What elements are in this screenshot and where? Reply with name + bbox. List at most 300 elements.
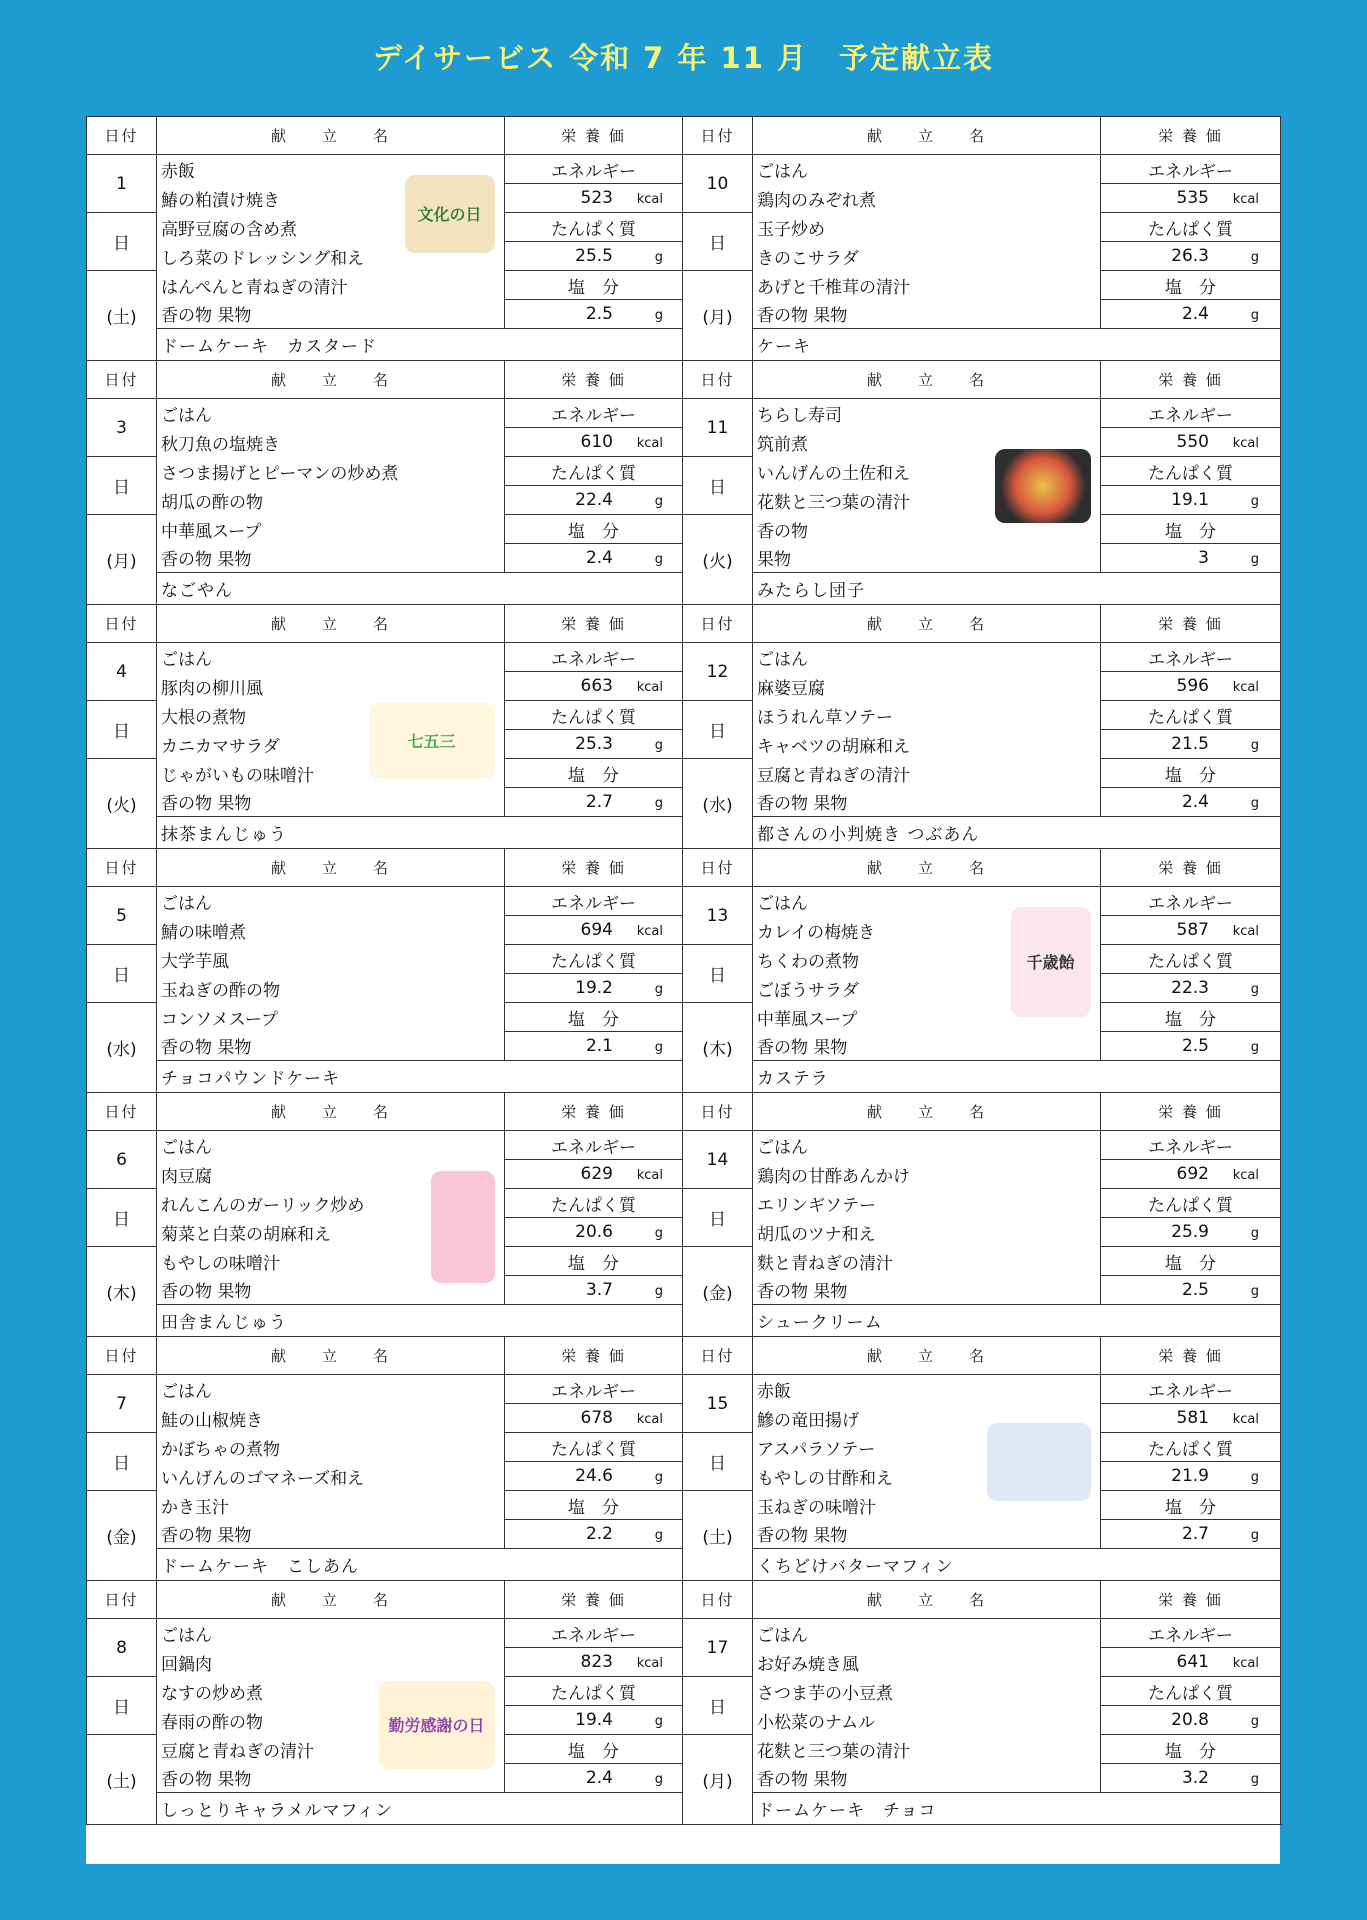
nutrition-value-protein <box>1101 730 1281 759</box>
protein-unit: g <box>1250 982 1259 997</box>
nutrition-value-protein <box>1101 486 1281 515</box>
dish-item: ちくわの煮物 <box>753 945 1101 974</box>
protein-unit: g <box>654 1226 663 1241</box>
dish-item: もやしの味噌汁 <box>157 1247 505 1276</box>
nutrition-value-energy <box>505 1160 683 1189</box>
dish-item: 香の物 果物 <box>753 1276 1101 1305</box>
header-menu: 献 立 名 <box>753 361 1101 399</box>
nutrition-label-protein: たんぱく質 <box>1101 1677 1281 1706</box>
date-number: 11 <box>683 399 753 457</box>
dish-item: しろ菜のドレッシング和え <box>157 242 505 271</box>
dish-item: 大根の煮物 <box>157 701 505 730</box>
dish-item: 香の物 果物 <box>157 1764 505 1793</box>
nutrition-value-protein <box>505 242 683 271</box>
dish-item: 春雨の酢の物 <box>157 1706 505 1735</box>
header-menu: 献 立 名 <box>753 1581 1101 1619</box>
header-nutrition: 栄 養 価 <box>505 849 683 887</box>
salt-unit: g <box>654 308 663 323</box>
nutrition-value-protein <box>505 1706 683 1735</box>
menu-row <box>87 1375 1281 1404</box>
protein-value: 22.4 <box>575 490 613 510</box>
table-header-row <box>87 117 1281 155</box>
salt-value: 2.4 <box>1181 792 1209 812</box>
dessert-item: ドームケーキ カスタード <box>157 329 753 361</box>
salt-value: 2.5 <box>1181 1036 1209 1056</box>
dish-item: ごはん <box>753 1619 1101 1648</box>
dish-item: ちらし寿司 <box>753 399 1101 428</box>
date-weekday: (土) <box>87 271 157 361</box>
nutrition-label-salt: 塩 分 <box>505 1491 683 1520</box>
date-weekday: (土) <box>87 1735 157 1825</box>
dessert-row <box>87 329 1281 361</box>
nutrition-label-salt: 塩 分 <box>1101 515 1281 544</box>
menu-row <box>87 887 1281 916</box>
dessert-item: 田舎まんじゅう <box>157 1305 753 1337</box>
header-nutrition: 栄 養 価 <box>1101 849 1281 887</box>
menu-row <box>87 643 1281 672</box>
energy-value: 581 <box>1176 1408 1209 1428</box>
dessert-item: なごやん <box>157 573 753 605</box>
header-nutrition: 栄 養 価 <box>505 1093 683 1131</box>
menu-row <box>87 759 1281 788</box>
date-number: 8 <box>87 1619 157 1677</box>
energy-value: 596 <box>1176 676 1209 696</box>
nutrition-label-protein: たんぱく質 <box>505 1433 683 1462</box>
menu-sheet <box>86 116 1280 1864</box>
protein-unit: g <box>1250 1226 1259 1241</box>
header-menu: 献 立 名 <box>753 849 1101 887</box>
dessert-item: くちどけバターマフィン <box>753 1549 1281 1581</box>
header-nutrition: 栄 養 価 <box>1101 1581 1281 1619</box>
dish-item: 香の物 果物 <box>753 300 1101 329</box>
nutrition-value-salt <box>1101 1276 1281 1305</box>
header-date: 日付 <box>683 117 753 155</box>
menu-row <box>87 1491 1281 1520</box>
dish-item: 肉豆腐 <box>157 1160 505 1189</box>
dish-item: カレイの梅焼き <box>753 916 1101 945</box>
table-header-row <box>87 1581 1281 1619</box>
nutrition-value-energy <box>505 184 683 213</box>
dish-item: 麻婆豆腐 <box>753 672 1101 701</box>
dessert-item: しっとりキャラメルマフィン <box>157 1793 753 1825</box>
salt-unit: g <box>1250 1284 1259 1299</box>
nutrition-value-energy <box>1101 916 1281 945</box>
menu-row <box>87 213 1281 242</box>
dish-item: お好み焼き風 <box>753 1648 1101 1677</box>
dessert-item: チョコパウンドケーキ <box>157 1061 753 1093</box>
dish-item: もやしの甘酢和え <box>753 1462 1101 1491</box>
dish-item: 小松菜のナムル <box>753 1706 1101 1735</box>
nutrition-value-salt <box>1101 1520 1281 1549</box>
header-menu: 献 立 名 <box>157 1337 505 1375</box>
dish-item: 香の物 <box>753 515 1101 544</box>
nutrition-label-salt: 塩 分 <box>505 1247 683 1276</box>
salt-unit: g <box>1250 1528 1259 1543</box>
salt-value: 3.2 <box>1181 1768 1209 1788</box>
header-date: 日付 <box>87 605 157 643</box>
protein-unit: g <box>654 494 663 509</box>
dessert-row <box>87 1549 1281 1581</box>
nutrition-value-protein <box>505 1462 683 1491</box>
date-weekday: (月) <box>683 1735 753 1825</box>
nutrition-label-energy: エネルギー <box>505 1131 683 1160</box>
protein-value: 20.8 <box>1171 1710 1209 1730</box>
nutrition-value-salt <box>505 300 683 329</box>
dish-item: ごはん <box>753 887 1101 916</box>
illustration-label: 勤労感謝の日 <box>388 1716 485 1735</box>
dish-item: 香の物 果物 <box>157 1520 505 1549</box>
nutrition-value-salt <box>1101 788 1281 817</box>
energy-unit: kcal <box>1232 1412 1259 1427</box>
header-menu: 献 立 名 <box>157 849 505 887</box>
menu-row <box>87 271 1281 300</box>
header-nutrition: 栄 養 価 <box>1101 1093 1281 1131</box>
header-menu: 献 立 名 <box>157 605 505 643</box>
header-nutrition: 栄 養 価 <box>505 605 683 643</box>
date-number: 6 <box>87 1131 157 1189</box>
date-day-kanji: 日 <box>87 213 157 271</box>
date-day-kanji: 日 <box>683 945 753 1003</box>
date-number: 1 <box>87 155 157 213</box>
energy-value: 629 <box>580 1164 613 1184</box>
header-date: 日付 <box>87 1093 157 1131</box>
nutrition-value-salt <box>1101 544 1281 573</box>
date-day-kanji: 日 <box>683 1433 753 1491</box>
menu-row <box>87 1619 1281 1648</box>
menu-row <box>87 1433 1281 1462</box>
date-number: 14 <box>683 1131 753 1189</box>
dish-item: 果物 <box>753 544 1101 573</box>
dish-item: 秋刀魚の塩焼き <box>157 428 505 457</box>
date-number: 13 <box>683 887 753 945</box>
dessert-row <box>87 1793 1281 1825</box>
menu-row <box>87 399 1281 428</box>
nutrition-label-salt: 塩 分 <box>505 1735 683 1764</box>
dessert-item: ドームケーキ チョコ <box>753 1793 1281 1825</box>
header-nutrition: 栄 養 価 <box>1101 1337 1281 1375</box>
date-weekday: (木) <box>683 1003 753 1093</box>
dish-item: じゃがいもの味噌汁 <box>157 759 505 788</box>
date-day-kanji: 日 <box>683 457 753 515</box>
menu-row <box>87 945 1281 974</box>
nutrition-label-energy: エネルギー <box>505 887 683 916</box>
dish-item: 回鍋肉 <box>157 1648 505 1677</box>
nutrition-label-protein: たんぱく質 <box>505 945 683 974</box>
nutrition-value-protein <box>1101 242 1281 271</box>
date-weekday: (土) <box>683 1491 753 1581</box>
dish-item: 香の物 果物 <box>753 788 1101 817</box>
salt-unit: g <box>654 1528 663 1543</box>
date-day-kanji: 日 <box>683 1189 753 1247</box>
dish-item: コンソメスープ <box>157 1003 505 1032</box>
nutrition-label-energy: エネルギー <box>1101 1619 1281 1648</box>
header-date: 日付 <box>683 361 753 399</box>
nutrition-label-salt: 塩 分 <box>1101 1003 1281 1032</box>
protein-value: 25.5 <box>575 246 613 266</box>
nutrition-value-protein <box>1101 1462 1281 1491</box>
menu-row <box>87 1735 1281 1764</box>
dish-item: 鶏肉の甘酢あんかけ <box>753 1160 1101 1189</box>
date-weekday: (金) <box>87 1491 157 1581</box>
nutrition-label-protein: たんぱく質 <box>1101 1189 1281 1218</box>
dish-item: なすの炒め煮 <box>157 1677 505 1706</box>
dish-item: きのこサラダ <box>753 242 1101 271</box>
nutrition-label-energy: エネルギー <box>1101 643 1281 672</box>
dish-item: エリンギソテー <box>753 1189 1101 1218</box>
header-date: 日付 <box>683 849 753 887</box>
nutrition-label-protein: たんぱく質 <box>1101 945 1281 974</box>
salt-value: 2.1 <box>585 1036 613 1056</box>
dish-item: 鯖の味噌煮 <box>157 916 505 945</box>
dish-item: ごぼうサラダ <box>753 974 1101 1003</box>
nutrition-value-salt <box>505 1520 683 1549</box>
date-weekday: (水) <box>87 1003 157 1093</box>
header-nutrition: 栄 養 価 <box>1101 361 1281 399</box>
nutrition-label-protein: たんぱく質 <box>505 213 683 242</box>
date-weekday: (火) <box>87 759 157 849</box>
date-number: 5 <box>87 887 157 945</box>
dish-item: 香の物 果物 <box>753 1520 1101 1549</box>
salt-value: 3.7 <box>585 1280 613 1300</box>
energy-value: 823 <box>580 1652 613 1672</box>
nutrition-label-salt: 塩 分 <box>505 759 683 788</box>
header-date: 日付 <box>87 849 157 887</box>
energy-unit: kcal <box>636 1168 663 1183</box>
protein-unit: g <box>1250 250 1259 265</box>
nutrition-value-energy <box>505 916 683 945</box>
protein-unit: g <box>1250 1470 1259 1485</box>
nutrition-value-protein <box>1101 974 1281 1003</box>
menu-row <box>87 155 1281 184</box>
salt-unit: g <box>1250 1772 1259 1787</box>
energy-value: 692 <box>1176 1164 1209 1184</box>
dish-item: れんこんのガーリック炒め <box>157 1189 505 1218</box>
dish-item: 麩と青ねぎの清汁 <box>753 1247 1101 1276</box>
dish-item: 鮭の山椒焼き <box>157 1404 505 1433</box>
nutrition-label-protein: たんぱく質 <box>505 1189 683 1218</box>
protein-value: 26.3 <box>1171 246 1209 266</box>
header-menu: 献 立 名 <box>753 117 1101 155</box>
dish-item: ごはん <box>157 1131 505 1160</box>
protein-unit: g <box>654 250 663 265</box>
nutrition-label-energy: エネルギー <box>1101 399 1281 428</box>
nutrition-label-energy: エネルギー <box>1101 887 1281 916</box>
dish-item: いんげんのゴマネーズ和え <box>157 1462 505 1491</box>
nutrition-label-salt: 塩 分 <box>505 515 683 544</box>
protein-unit: g <box>654 738 663 753</box>
salt-value: 2.4 <box>1181 304 1209 324</box>
date-number: 3 <box>87 399 157 457</box>
dish-item: ごはん <box>753 1131 1101 1160</box>
dish-item: 玉ねぎの酢の物 <box>157 974 505 1003</box>
nutrition-label-salt: 塩 分 <box>505 1003 683 1032</box>
table-header-row <box>87 1093 1281 1131</box>
header-date: 日付 <box>87 361 157 399</box>
nutrition-value-salt <box>1101 300 1281 329</box>
protein-value: 25.3 <box>575 734 613 754</box>
date-number: 12 <box>683 643 753 701</box>
dish-item: はんぺんと青ねぎの清汁 <box>157 271 505 300</box>
date-weekday: (月) <box>87 515 157 605</box>
nutrition-label-salt: 塩 分 <box>505 271 683 300</box>
date-day-kanji: 日 <box>87 945 157 1003</box>
nutrition-value-salt <box>505 544 683 573</box>
nutrition-label-energy: エネルギー <box>1101 1131 1281 1160</box>
nutrition-value-salt <box>505 788 683 817</box>
illustration-label: 千歳飴 <box>1026 953 1075 972</box>
salt-unit: g <box>654 1284 663 1299</box>
energy-unit: kcal <box>636 1412 663 1427</box>
energy-unit: kcal <box>636 192 663 207</box>
header-menu: 献 立 名 <box>157 1581 505 1619</box>
dish-item: 香の物 果物 <box>157 1032 505 1061</box>
dish-item: かぼちゃの煮物 <box>157 1433 505 1462</box>
dish-item: 玉子炒め <box>753 213 1101 242</box>
table-header-row <box>87 1337 1281 1375</box>
protein-unit: g <box>1250 1714 1259 1729</box>
dish-item: 大学芋風 <box>157 945 505 974</box>
dessert-item: みたらし団子 <box>753 573 1281 605</box>
header-menu: 献 立 名 <box>157 1093 505 1131</box>
header-date: 日付 <box>87 1337 157 1375</box>
date-day-kanji: 日 <box>87 701 157 759</box>
nutrition-value-energy <box>505 428 683 457</box>
illustration-label: 文化の日 <box>417 205 482 224</box>
energy-value: 641 <box>1176 1652 1209 1672</box>
header-date: 日付 <box>87 1581 157 1619</box>
energy-value: 523 <box>580 188 613 208</box>
protein-unit: g <box>654 1470 663 1485</box>
dish-item: 中華風スープ <box>157 515 505 544</box>
dish-item: 鰺の竜田揚げ <box>753 1404 1101 1433</box>
header-date: 日付 <box>683 1093 753 1131</box>
protein-value: 19.2 <box>575 978 613 998</box>
energy-value: 694 <box>580 920 613 940</box>
dish-item: 香の物 果物 <box>753 1764 1101 1793</box>
date-day-kanji: 日 <box>87 1677 157 1735</box>
dish-item: 豚肉の柳川風 <box>157 672 505 701</box>
dish-item: 筑前煮 <box>753 428 1101 457</box>
protein-value: 24.6 <box>575 1466 613 1486</box>
nutrition-value-energy <box>505 1404 683 1433</box>
dish-item: さつま芋の小豆煮 <box>753 1677 1101 1706</box>
nutrition-value-protein <box>1101 1706 1281 1735</box>
protein-value: 21.5 <box>1171 734 1209 754</box>
menu-row <box>87 1677 1281 1706</box>
salt-value: 2.5 <box>1181 1280 1209 1300</box>
dish-item: 玉ねぎの味噌汁 <box>753 1491 1101 1520</box>
nutrition-label-protein: たんぱく質 <box>505 701 683 730</box>
dessert-row <box>87 1061 1281 1093</box>
header-nutrition: 栄 養 価 <box>505 1337 683 1375</box>
salt-unit: g <box>1250 1040 1259 1055</box>
dish-item: ごはん <box>157 643 505 672</box>
header-nutrition: 栄 養 価 <box>505 361 683 399</box>
dish-item: 胡瓜のツナ和え <box>753 1218 1101 1247</box>
page-title: デイサービス 令和 7 年 11 月 予定献立表 <box>373 41 994 75</box>
energy-unit: kcal <box>1232 680 1259 695</box>
dish-item: あげと千椎茸の清汁 <box>753 271 1101 300</box>
dessert-row <box>87 817 1281 849</box>
protein-value: 25.9 <box>1171 1222 1209 1242</box>
menu-row <box>87 1189 1281 1218</box>
nutrition-value-salt <box>1101 1764 1281 1793</box>
nutrition-value-energy <box>1101 1160 1281 1189</box>
nutrition-label-protein: たんぱく質 <box>505 457 683 486</box>
nutrition-value-energy <box>505 1648 683 1677</box>
dessert-item: ドームケーキ こしあん <box>157 1549 753 1581</box>
dish-item: ほうれん草ソテー <box>753 701 1101 730</box>
dish-item: カニカマサラダ <box>157 730 505 759</box>
header-nutrition: 栄 養 価 <box>1101 117 1281 155</box>
salt-value: 2.4 <box>585 1768 613 1788</box>
dessert-item: カステラ <box>753 1061 1281 1093</box>
dish-item: 香の物 果物 <box>157 300 505 329</box>
energy-value: 610 <box>580 432 613 452</box>
menu-row <box>87 1131 1281 1160</box>
nutrition-label-salt: 塩 分 <box>1101 1735 1281 1764</box>
energy-unit: kcal <box>1232 1168 1259 1183</box>
header-date: 日付 <box>683 605 753 643</box>
nutrition-value-energy <box>505 672 683 701</box>
nutrition-value-energy <box>1101 1648 1281 1677</box>
date-weekday: (火) <box>683 515 753 605</box>
dish-item: 中華風スープ <box>753 1003 1101 1032</box>
dish-item: 鰆の粕漬け焼き <box>157 184 505 213</box>
nutrition-label-protein: たんぱく質 <box>505 1677 683 1706</box>
dish-item: 胡瓜の酢の物 <box>157 486 505 515</box>
energy-unit: kcal <box>636 1656 663 1671</box>
protein-unit: g <box>1250 494 1259 509</box>
header-menu: 献 立 名 <box>753 605 1101 643</box>
energy-unit: kcal <box>1232 436 1259 451</box>
dish-item: アスパラソテー <box>753 1433 1101 1462</box>
date-day-kanji: 日 <box>683 701 753 759</box>
nutrition-value-salt <box>1101 1032 1281 1061</box>
date-weekday: (金) <box>683 1247 753 1337</box>
dessert-item: ケーキ <box>753 329 1281 361</box>
date-number: 17 <box>683 1619 753 1677</box>
nutrition-value-energy <box>1101 1404 1281 1433</box>
nutrition-value-protein <box>505 730 683 759</box>
dish-item: ごはん <box>753 155 1101 184</box>
salt-unit: g <box>654 796 663 811</box>
energy-unit: kcal <box>636 436 663 451</box>
dessert-item: 抹茶まんじゅう <box>157 817 753 849</box>
dish-item: 花麩と三つ葉の清汁 <box>753 1735 1101 1764</box>
menu-row <box>87 515 1281 544</box>
dish-item: 花麩と三つ葉の清汁 <box>753 486 1101 515</box>
salt-unit: g <box>1250 552 1259 567</box>
dish-item: キャベツの胡麻和え <box>753 730 1101 759</box>
energy-value: 535 <box>1176 188 1209 208</box>
header-date: 日付 <box>87 117 157 155</box>
header-nutrition: 栄 養 価 <box>505 117 683 155</box>
salt-unit: g <box>654 552 663 567</box>
dish-item: 豆腐と青ねぎの清汁 <box>753 759 1101 788</box>
energy-unit: kcal <box>1232 924 1259 939</box>
header-date: 日付 <box>683 1337 753 1375</box>
dish-item: 豆腐と青ねぎの清汁 <box>157 1735 505 1764</box>
nutrition-value-salt <box>505 1764 683 1793</box>
date-day-kanji: 日 <box>683 1677 753 1735</box>
dish-item: 香の物 果物 <box>157 544 505 573</box>
date-day-kanji: 日 <box>87 1189 157 1247</box>
dessert-item: 都さんの小判焼き つぶあん <box>753 817 1281 849</box>
header-menu: 献 立 名 <box>753 1337 1101 1375</box>
dish-item: さつま揚げとピーマンの炒め煮 <box>157 457 505 486</box>
nutrition-value-salt <box>505 1032 683 1061</box>
